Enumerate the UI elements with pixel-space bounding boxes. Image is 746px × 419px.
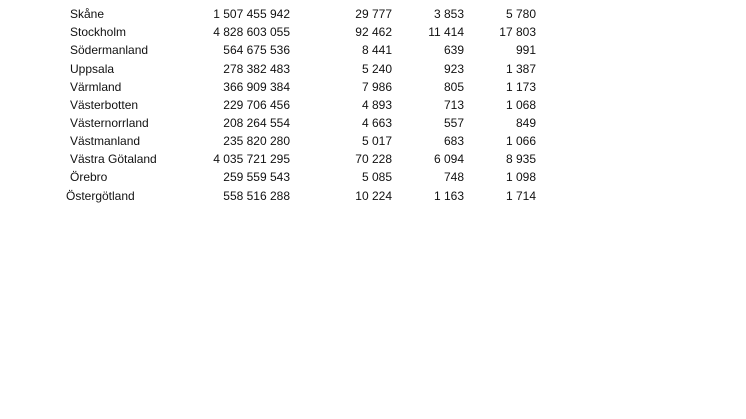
value-col-2: 29 777 xyxy=(355,7,392,21)
value-col-2: 4 663 xyxy=(361,116,392,130)
region-name: Örebro xyxy=(70,170,108,184)
value-col-3: 748 xyxy=(443,170,464,184)
region-name: Stockholm xyxy=(70,25,127,39)
region-name: Värmland xyxy=(70,80,122,94)
total-value: 235 820 280 xyxy=(223,134,290,148)
value-col-4: 1 173 xyxy=(505,80,536,94)
table-row xyxy=(0,114,746,132)
table-row xyxy=(0,23,746,41)
value-col-2: 5 240 xyxy=(361,62,392,76)
total-value: 259 559 543 xyxy=(223,170,290,184)
total-value: 4 828 603 055 xyxy=(213,25,290,39)
table-row xyxy=(0,60,746,78)
value-col-3: 683 xyxy=(443,134,464,148)
value-col-4: 17 803 xyxy=(499,25,536,39)
value-col-4: 991 xyxy=(515,43,536,57)
value-col-2: 5 017 xyxy=(361,134,392,148)
value-col-3: 6 094 xyxy=(433,152,464,166)
value-col-2: 7 986 xyxy=(361,80,392,94)
value-col-2: 5 085 xyxy=(361,170,392,184)
value-col-3: 805 xyxy=(443,80,464,94)
value-col-2: 92 462 xyxy=(355,25,392,39)
region-name: Östergötland xyxy=(66,189,135,203)
table-row xyxy=(0,187,746,205)
value-col-4: 1 387 xyxy=(505,62,536,76)
value-col-4: 1 066 xyxy=(505,134,536,148)
table-row xyxy=(0,78,746,96)
value-col-2: 10 224 xyxy=(355,189,392,203)
total-value: 4 035 721 295 xyxy=(213,152,290,166)
value-col-3: 11 414 xyxy=(428,25,464,39)
value-col-4: 849 xyxy=(515,116,536,130)
region-name: Västmanland xyxy=(70,134,141,148)
value-col-3: 557 xyxy=(443,116,464,130)
value-col-3: 639 xyxy=(443,43,464,57)
value-col-3: 713 xyxy=(443,98,464,112)
value-col-4: 1 068 xyxy=(505,98,536,112)
table-row xyxy=(0,168,746,186)
total-value: 366 909 384 xyxy=(223,80,290,94)
region-name: Södermanland xyxy=(70,43,149,57)
total-value: 558 516 288 xyxy=(223,189,290,203)
region-name: Västernorrland xyxy=(70,116,149,130)
table-row xyxy=(0,5,746,23)
value-col-4: 5 780 xyxy=(505,7,536,21)
total-value: 564 675 536 xyxy=(223,43,290,57)
value-col-2: 70 228 xyxy=(355,152,392,166)
value-col-3: 923 xyxy=(443,62,464,76)
table-row xyxy=(0,96,746,114)
region-name: Västra Götaland xyxy=(70,152,157,166)
value-col-4: 1 098 xyxy=(505,170,536,184)
region-name: Uppsala xyxy=(70,62,115,76)
value-col-3: 3 853 xyxy=(433,7,464,21)
region-name: Västerbotten xyxy=(70,98,139,112)
total-value: 278 382 483 xyxy=(223,62,290,76)
value-col-2: 8 441 xyxy=(361,43,392,57)
region-name: Skåne xyxy=(70,7,105,21)
table-row xyxy=(0,41,746,59)
total-value: 208 264 554 xyxy=(223,116,290,130)
value-col-2: 4 893 xyxy=(361,98,392,112)
table-row xyxy=(0,132,746,150)
value-col-4: 8 935 xyxy=(505,152,536,166)
total-value: 229 706 456 xyxy=(223,98,290,112)
table-row xyxy=(0,150,746,168)
value-col-3: 1 163 xyxy=(433,189,464,203)
value-col-4: 1 714 xyxy=(505,189,536,203)
total-value: 1 507 455 942 xyxy=(213,7,290,21)
